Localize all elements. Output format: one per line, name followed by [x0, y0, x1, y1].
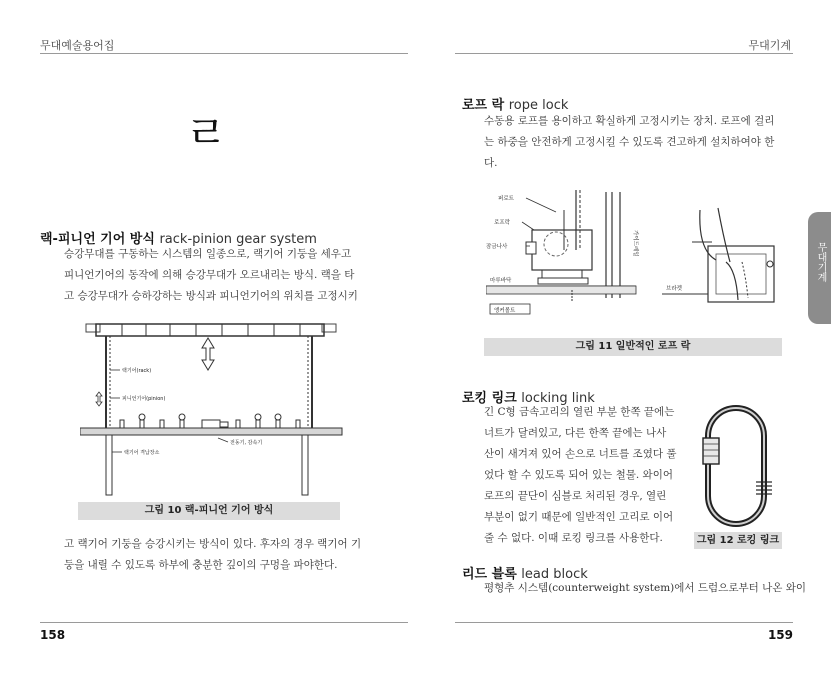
header-rule-left: [40, 53, 408, 54]
body-line: 는 하중을 안전하게 고정시킬 수 있도록 견고하게 설치하여야 한: [484, 136, 775, 148]
body-line: 었다 할 수 있도록 되어 있는 철물. 와이어: [484, 469, 673, 481]
body-line: 고 승강무대가 승하강하는 방식과 피니언기어의 위치를 고정시키: [64, 290, 358, 302]
page-number-right: 159: [767, 628, 793, 642]
label-rope: 퍼로트: [498, 196, 514, 202]
entry-body-lead-block: [484, 578, 806, 599]
figure-locking-link-image: [698, 404, 774, 528]
label-screw: 잠금나사: [486, 244, 508, 250]
figure-11-caption: 그림 11 일반적인 로프 락: [484, 338, 782, 356]
body-line: 산이 새겨져 있어 손으로 너트를 조였다 풀: [484, 448, 677, 460]
side-tab-label: 무대기계: [815, 242, 826, 282]
figure-12-caption: 그림 12 로킹 링크: [694, 532, 782, 549]
figure-rope-lock-diagram: [486, 190, 786, 330]
entry-body-locking-link: [484, 402, 676, 549]
entry-body-rope-lock: [484, 111, 774, 174]
term-ko: 랙-피니언 기어 방식: [40, 232, 155, 247]
term-en: lead block: [521, 567, 588, 582]
label-rack: 랙기어(rack): [122, 368, 152, 374]
body-line: 둥을 내릴 수 있도록 하부에 충분한 깊이의 구멍을 파야한다.: [64, 559, 338, 571]
label-floor: 마루바닥: [490, 278, 512, 284]
body-line: 고 랙기어 기둥을 승강시키는 방식이 있다. 후자의 경우 랙기어 기: [64, 538, 362, 550]
chapter-side-tab: [808, 212, 831, 324]
label-motor: 전동기, 감속기: [230, 440, 263, 446]
label-rope-lock: 로프락: [494, 220, 510, 226]
term-ko: 로킹 링크: [462, 391, 517, 406]
header-right-title: 무대기계: [748, 39, 791, 52]
figure-rack-pinion-diagram: [80, 318, 360, 498]
body-line: 다.: [484, 157, 498, 169]
entry-continuation-rack-pinion: [64, 534, 361, 576]
body-line: 피니언기어의 동작에 의해 승강무대가 오르내리는 방식. 랙을 타: [64, 269, 355, 281]
body-line: 수동용 로프를 용이하고 확실하게 고정시키는 장치. 로프에 걸리: [484, 115, 775, 127]
term-ko: 리드 블록: [462, 567, 517, 582]
body-line: 부분이 없기 때문에 일반적인 고리로 이어: [484, 511, 674, 523]
term-en: rope lock: [508, 98, 569, 113]
term-en: locking link: [521, 391, 595, 406]
body-line: 줄 수 없다. 이때 로킹 링크를 사용한다.: [484, 532, 663, 544]
body-line: 평형추 시스템(counterweight system)에서 드럼으로부터 나온 와이: [484, 582, 806, 594]
figure-10-caption: 그림 10 랙-피니언 기어 방식: [78, 502, 340, 520]
label-anchor: 앵커볼트: [494, 308, 516, 314]
term-en: rack-pinion gear system: [159, 232, 317, 247]
page-number-left: 158: [40, 628, 66, 642]
body-line: 로프의 끝단이 심블로 처리된 경우, 열린: [484, 490, 667, 502]
footer-rule-left: [40, 622, 408, 623]
body-line: 긴 C형 금속고리의 열린 부분 한쪽 끝에는: [484, 406, 675, 418]
section-letter: ㄹ: [185, 108, 228, 159]
body-line: 너트가 달려있고, 다른 한쪽 끝에는 나사: [484, 427, 667, 439]
label-bracket: 브라켓: [666, 286, 682, 292]
label-vertical: 가이드레일: [632, 230, 638, 257]
body-line: 승강무대를 구동하는 시스템의 일종으로, 랙기어 기둥을 세우고: [64, 248, 352, 260]
entry-body-rack-pinion: [64, 244, 358, 307]
header-left-title: 무대예술용어집: [40, 39, 115, 52]
term-ko: 로프 락: [462, 98, 505, 113]
header-rule-right: [455, 53, 793, 54]
label-rack-storage: 랙기어 격납장소: [124, 450, 160, 456]
footer-rule-right: [455, 622, 793, 623]
label-pinion: 피니언기어(pinion): [122, 396, 166, 402]
